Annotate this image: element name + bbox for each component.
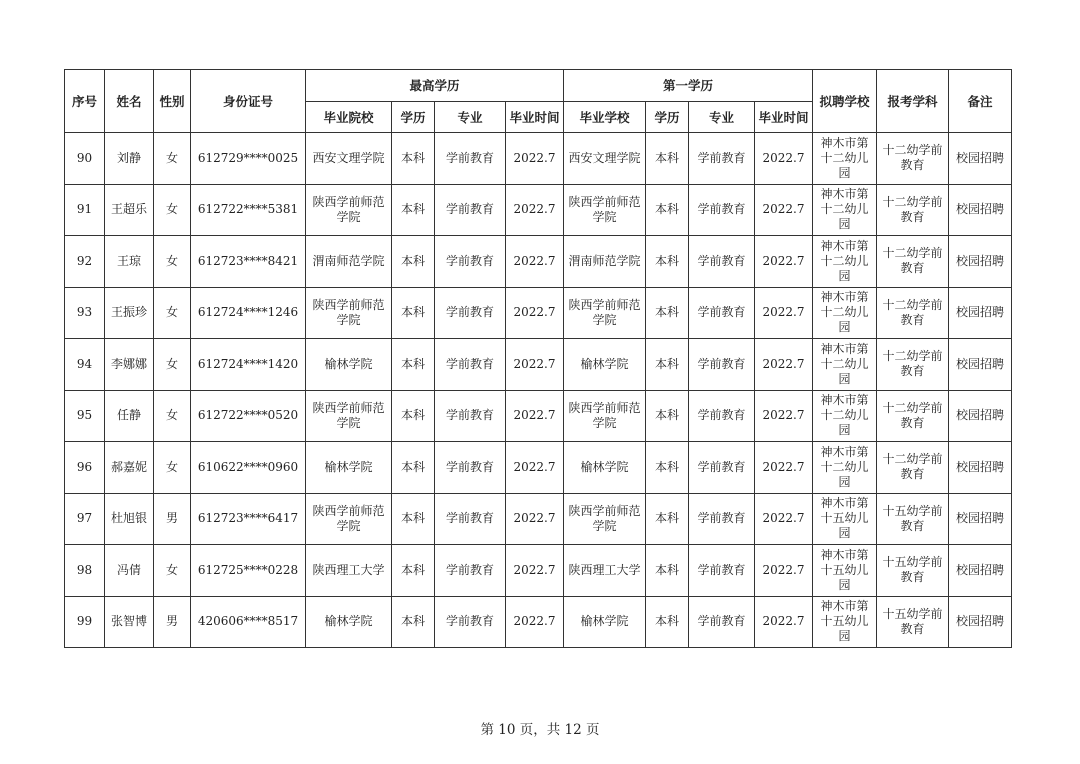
cell-id-number: 612722****0520: [191, 390, 306, 442]
cell-first-degree: 本科: [646, 133, 689, 185]
cell-first-degree: 本科: [646, 236, 689, 288]
cell-first-school: 榆林学院: [564, 596, 646, 648]
cell-first-degree: 本科: [646, 545, 689, 597]
cell-id-number: 612724****1246: [191, 287, 306, 339]
cell-highest-degree: 本科: [392, 596, 435, 648]
cell-gender: 女: [154, 442, 191, 494]
cell-first-major: 学前教育: [689, 442, 755, 494]
cell-id-number: 612722****5381: [191, 184, 306, 236]
cell-highest-grad-time: 2022.7: [506, 493, 564, 545]
cell-first-school: 渭南师范学院: [564, 236, 646, 288]
recruitment-table: [64, 69, 1012, 648]
cell-first-major: 学前教育: [689, 339, 755, 391]
cell-subject: 十二幼学前教育: [877, 236, 949, 288]
cell-first-degree: 本科: [646, 339, 689, 391]
cell-subject: 十二幼学前教育: [877, 133, 949, 185]
cell-first-school: 陕西学前师范学院: [564, 184, 646, 236]
cell-first-school: 西安文理学院: [564, 133, 646, 185]
cell-remark: 校园招聘: [949, 287, 1012, 339]
cell-hire-school: 神木市第十二幼儿园: [813, 287, 877, 339]
cell-first-degree: 本科: [646, 287, 689, 339]
cell-highest-major: 学前教育: [435, 442, 506, 494]
cell-highest-degree: 本科: [392, 236, 435, 288]
cell-first-school: 陕西学前师范学院: [564, 390, 646, 442]
cell-first-grad-time: 2022.7: [755, 493, 813, 545]
table-row: [65, 184, 1012, 236]
cell-seq: 99: [65, 596, 105, 648]
cell-hire-school: 神木市第十五幼儿园: [813, 493, 877, 545]
cell-name: 李娜娜: [105, 339, 154, 391]
cell-remark: 校园招聘: [949, 133, 1012, 185]
cell-subject: 十二幼学前教育: [877, 442, 949, 494]
cell-first-major: 学前教育: [689, 236, 755, 288]
cell-highest-college: 榆林学院: [306, 596, 392, 648]
cell-name: 王超乐: [105, 184, 154, 236]
header-hire-school: 拟聘学校: [813, 70, 877, 133]
cell-subject: 十二幼学前教育: [877, 390, 949, 442]
cell-highest-grad-time: 2022.7: [506, 184, 564, 236]
cell-name: 张智博: [105, 596, 154, 648]
cell-first-major: 学前教育: [689, 287, 755, 339]
cell-highest-grad-time: 2022.7: [506, 236, 564, 288]
cell-first-major: 学前教育: [689, 493, 755, 545]
cell-first-degree: 本科: [646, 442, 689, 494]
cell-first-degree: 本科: [646, 184, 689, 236]
cell-seq: 97: [65, 493, 105, 545]
cell-highest-degree: 本科: [392, 184, 435, 236]
cell-id-number: 420606****8517: [191, 596, 306, 648]
cell-first-grad-time: 2022.7: [755, 442, 813, 494]
cell-name: 冯倩: [105, 545, 154, 597]
page-number: 第 10 页，共 12 页: [480, 722, 600, 738]
cell-highest-degree: 本科: [392, 493, 435, 545]
cell-name: 刘静: [105, 133, 154, 185]
cell-seq: 90: [65, 133, 105, 185]
cell-hire-school: 神木市第十二幼儿园: [813, 442, 877, 494]
cell-highest-major: 学前教育: [435, 545, 506, 597]
cell-seq: 91: [65, 184, 105, 236]
table-row: [65, 287, 1012, 339]
header-subject: 报考学科: [877, 70, 949, 133]
table-row: [65, 339, 1012, 391]
cell-id-number: 610622****0960: [191, 442, 306, 494]
table-row: [65, 236, 1012, 288]
cell-seq: 93: [65, 287, 105, 339]
header-degree: 学历: [392, 102, 435, 133]
cell-highest-degree: 本科: [392, 390, 435, 442]
cell-subject: 十五幼学前教育: [877, 596, 949, 648]
header-grad-time: 毕业时间: [506, 102, 564, 133]
cell-hire-school: 神木市第十二幼儿园: [813, 236, 877, 288]
cell-highest-college: 渭南师范学院: [306, 236, 392, 288]
cell-hire-school: 神木市第十二幼儿园: [813, 184, 877, 236]
cell-hire-school: 神木市第十二幼儿园: [813, 133, 877, 185]
cell-id-number: 612723****6417: [191, 493, 306, 545]
cell-name: 杜旭银: [105, 493, 154, 545]
cell-subject: 十二幼学前教育: [877, 339, 949, 391]
cell-hire-school: 神木市第十五幼儿园: [813, 545, 877, 597]
header-major: 专业: [435, 102, 506, 133]
cell-highest-grad-time: 2022.7: [506, 287, 564, 339]
table-row: [65, 545, 1012, 597]
cell-name: 郝嘉妮: [105, 442, 154, 494]
cell-first-degree: 本科: [646, 493, 689, 545]
table-row: [65, 390, 1012, 442]
cell-id-number: 612725****0228: [191, 545, 306, 597]
cell-gender: 女: [154, 390, 191, 442]
cell-seq: 95: [65, 390, 105, 442]
cell-first-degree: 本科: [646, 596, 689, 648]
cell-remark: 校园招聘: [949, 442, 1012, 494]
cell-gender: 女: [154, 236, 191, 288]
cell-name: 王琼: [105, 236, 154, 288]
header-grad-school: 毕业学校: [564, 102, 646, 133]
cell-highest-major: 学前教育: [435, 236, 506, 288]
cell-highest-major: 学前教育: [435, 493, 506, 545]
cell-gender: 女: [154, 133, 191, 185]
cell-remark: 校园招聘: [949, 184, 1012, 236]
cell-highest-grad-time: 2022.7: [506, 596, 564, 648]
header-first-major: 专业: [689, 102, 755, 133]
cell-hire-school: 神木市第十二幼儿园: [813, 390, 877, 442]
cell-highest-college: 陕西学前师范学院: [306, 184, 392, 236]
cell-highest-degree: 本科: [392, 442, 435, 494]
cell-subject: 十二幼学前教育: [877, 287, 949, 339]
cell-first-grad-time: 2022.7: [755, 133, 813, 185]
cell-first-grad-time: 2022.7: [755, 287, 813, 339]
cell-first-grad-time: 2022.7: [755, 545, 813, 597]
header-remark: 备注: [949, 70, 1012, 133]
cell-subject: 十五幼学前教育: [877, 545, 949, 597]
header-first-education: 第一学历: [564, 70, 813, 102]
cell-highest-college: 陕西学前师范学院: [306, 287, 392, 339]
cell-gender: 女: [154, 545, 191, 597]
cell-highest-college: 榆林学院: [306, 442, 392, 494]
table-body: [65, 133, 1012, 648]
cell-first-school: 陕西学前师范学院: [564, 493, 646, 545]
cell-name: 任静: [105, 390, 154, 442]
cell-highest-grad-time: 2022.7: [506, 442, 564, 494]
cell-first-school: 陕西理工大学: [564, 545, 646, 597]
cell-highest-grad-time: 2022.7: [506, 390, 564, 442]
cell-subject: 十五幼学前教育: [877, 493, 949, 545]
header-seq: 序号: [65, 70, 105, 133]
cell-first-grad-time: 2022.7: [755, 390, 813, 442]
table-row: [65, 596, 1012, 648]
cell-id-number: 612723****8421: [191, 236, 306, 288]
cell-name: 王振珍: [105, 287, 154, 339]
cell-first-school: 榆林学院: [564, 339, 646, 391]
cell-first-major: 学前教育: [689, 545, 755, 597]
cell-highest-grad-time: 2022.7: [506, 339, 564, 391]
header-gender: 性别: [154, 70, 191, 133]
cell-highest-college: 陕西学前师范学院: [306, 390, 392, 442]
cell-gender: 女: [154, 287, 191, 339]
cell-hire-school: 神木市第十二幼儿园: [813, 339, 877, 391]
cell-hire-school: 神木市第十五幼儿园: [813, 596, 877, 648]
cell-remark: 校园招聘: [949, 390, 1012, 442]
header-highest-education: 最高学历: [306, 70, 564, 102]
cell-highest-college: 陕西学前师范学院: [306, 493, 392, 545]
header-grad-college: 毕业院校: [306, 102, 392, 133]
table-row: [65, 133, 1012, 185]
cell-id-number: 612724****1420: [191, 339, 306, 391]
cell-remark: 校园招聘: [949, 596, 1012, 648]
cell-seq: 94: [65, 339, 105, 391]
cell-highest-major: 学前教育: [435, 339, 506, 391]
cell-remark: 校园招聘: [949, 339, 1012, 391]
cell-gender: 男: [154, 493, 191, 545]
cell-remark: 校园招聘: [949, 236, 1012, 288]
cell-id-number: 612729****0025: [191, 133, 306, 185]
table-row: [65, 442, 1012, 494]
cell-highest-degree: 本科: [392, 545, 435, 597]
cell-highest-college: 榆林学院: [306, 339, 392, 391]
header-name: 姓名: [105, 70, 154, 133]
cell-remark: 校园招聘: [949, 545, 1012, 597]
cell-first-grad-time: 2022.7: [755, 184, 813, 236]
cell-highest-college: 陕西理工大学: [306, 545, 392, 597]
cell-subject: 十二幼学前教育: [877, 184, 949, 236]
cell-gender: 男: [154, 596, 191, 648]
cell-gender: 女: [154, 184, 191, 236]
cell-seq: 92: [65, 236, 105, 288]
table-row: [65, 493, 1012, 545]
cell-highest-degree: 本科: [392, 287, 435, 339]
cell-highest-grad-time: 2022.7: [506, 545, 564, 597]
cell-first-grad-time: 2022.7: [755, 236, 813, 288]
cell-highest-degree: 本科: [392, 339, 435, 391]
cell-highest-major: 学前教育: [435, 596, 506, 648]
cell-highest-degree: 本科: [392, 133, 435, 185]
cell-first-grad-time: 2022.7: [755, 596, 813, 648]
cell-first-major: 学前教育: [689, 390, 755, 442]
cell-highest-college: 西安文理学院: [306, 133, 392, 185]
header-first-grad-time: 毕业时间: [755, 102, 813, 133]
cell-seq: 96: [65, 442, 105, 494]
cell-highest-major: 学前教育: [435, 133, 506, 185]
cell-first-major: 学前教育: [689, 133, 755, 185]
cell-seq: 98: [65, 545, 105, 597]
header-first-degree: 学历: [646, 102, 689, 133]
cell-highest-major: 学前教育: [435, 390, 506, 442]
cell-remark: 校园招聘: [949, 493, 1012, 545]
cell-first-school: 陕西学前师范学院: [564, 287, 646, 339]
header-id-number: 身份证号: [191, 70, 306, 133]
cell-first-school: 榆林学院: [564, 442, 646, 494]
cell-gender: 女: [154, 339, 191, 391]
cell-highest-major: 学前教育: [435, 287, 506, 339]
cell-first-grad-time: 2022.7: [755, 339, 813, 391]
cell-highest-major: 学前教育: [435, 184, 506, 236]
cell-first-degree: 本科: [646, 390, 689, 442]
cell-first-major: 学前教育: [689, 596, 755, 648]
cell-highest-grad-time: 2022.7: [506, 133, 564, 185]
cell-first-major: 学前教育: [689, 184, 755, 236]
